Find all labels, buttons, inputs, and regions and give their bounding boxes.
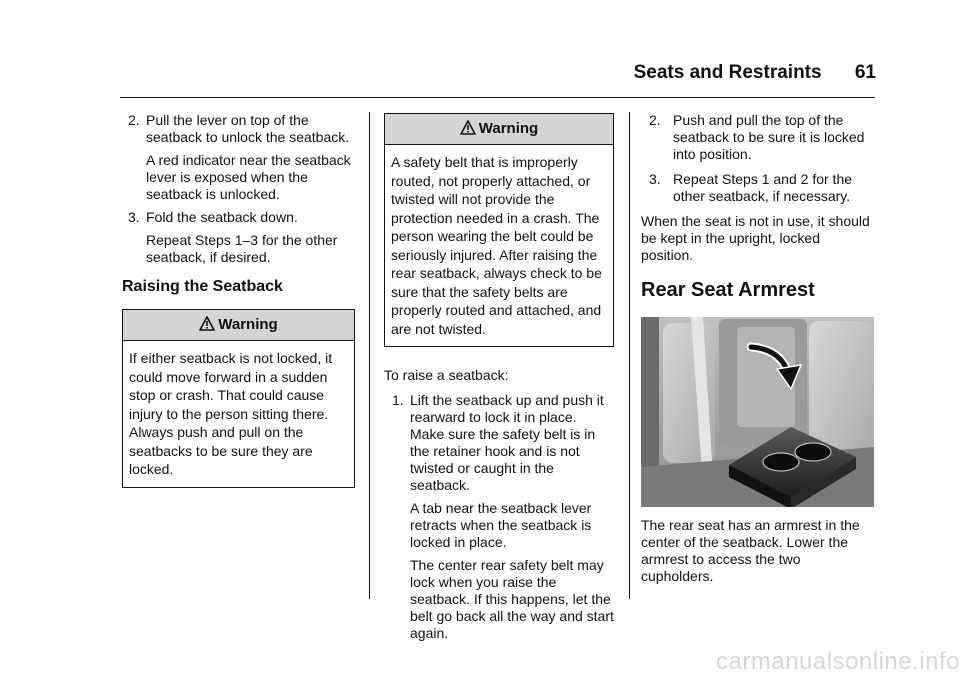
- warning-title: Warning: [218, 316, 278, 333]
- step-note: A red indicator near the seatback lever is exposed when the seatback is unlocked.: [146, 152, 351, 202]
- warning-text: If either seatback is not locked, it could move forward in a sudden stop or crash. That could cause injury to the person sitting there. Always push and pull on the seatbacks to be sure they are locked.: [129, 350, 333, 477]
- step-note: Repeat Steps 1–3 for the other seatback, if desired.: [146, 232, 338, 265]
- step-text: Pull the lever on top of the seatback to unlock the seatback.: [146, 112, 350, 145]
- step-note: The center rear safety belt may lock when you raise the seatback. If this happens, let the belt go back all the way and start again.: [410, 557, 614, 641]
- step-text: Lift the seatback up and push it rearward to lock it in place. Make sure the safety belt is in the retainer hook and is not twisted or caught in the seatback.: [410, 392, 604, 493]
- step-number: 2.: [128, 112, 140, 128]
- step-item: [641, 112, 876, 163]
- warning-box: [384, 113, 614, 347]
- column-3: [641, 112, 876, 585]
- warning-triangle-icon: [199, 316, 215, 335]
- armrest-illustration: [641, 317, 874, 507]
- step-item: [384, 392, 614, 494]
- photo-caption: The rear seat has an armrest in the center of the seatback. Lower the armrest to access the two cupholders.: [641, 517, 860, 584]
- column-2: [384, 112, 614, 642]
- step-text: Push and pull the top of the seatback to be sure it is locked into position.: [673, 112, 865, 162]
- step-number: 3.: [128, 209, 140, 225]
- paragraph: When the seat is not in use, it should be kept in the upright, locked position.: [641, 213, 870, 263]
- section-heading: Rear Seat Armrest: [641, 279, 815, 301]
- column-separator: [369, 112, 370, 599]
- column-separator: [629, 112, 630, 599]
- step-number: 1.: [392, 392, 404, 408]
- header-rule: [120, 97, 875, 98]
- watermark: carmanualsonline.info: [716, 648, 960, 675]
- step-number: 3.: [649, 171, 661, 187]
- section-heading: Raising the Seatback: [122, 278, 283, 295]
- warning-text: A safety belt that is improperly routed, not properly attached, or twisted will not provide the protection needed in a crash. The person wearing the belt could be seriously injured. After raising the rear seatback, always check to be sure that the safety belts are properly routed and attached, and are not twisted.: [391, 154, 602, 337]
- step-item: [122, 209, 355, 226]
- step-item: [122, 112, 355, 146]
- step-number: 2.: [649, 112, 661, 128]
- warning-triangle-icon: [460, 120, 476, 139]
- step-text: Repeat Steps 1 and 2 for the other seatback, if necessary.: [673, 171, 853, 204]
- page-number: 61: [854, 62, 876, 83]
- intro-text: To raise a seatback:: [384, 367, 509, 383]
- step-item: [641, 171, 876, 205]
- step-note: A tab near the seatback lever retracts when the seatback is locked in place.: [410, 500, 592, 550]
- armrest-photo: [641, 317, 876, 507]
- page-header: [0, 62, 876, 84]
- warning-box: [122, 309, 355, 488]
- step-text: Fold the seatback down.: [146, 209, 298, 225]
- section-title: Seats and Restraints: [633, 62, 822, 83]
- warning-title: Warning: [478, 120, 539, 137]
- column-1: [122, 112, 355, 488]
- warning-header: [385, 114, 613, 145]
- warning-header: [123, 310, 354, 341]
